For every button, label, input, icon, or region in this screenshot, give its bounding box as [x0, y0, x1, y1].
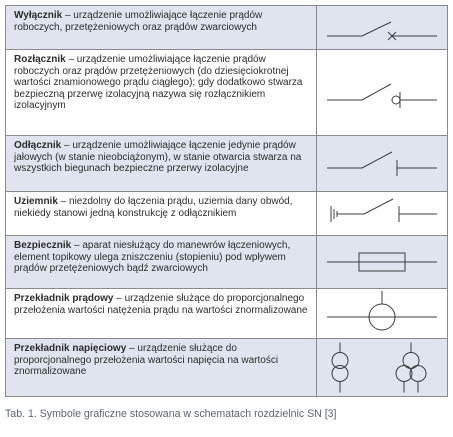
term-label: Przekładnik napięciowy: [14, 343, 127, 354]
table-row: [6, 6, 447, 50]
table-caption: Tab. 1. Symbole graficzne stosowana w schematach rozdzielnic SN [3]: [5, 408, 337, 420]
symbol-cell: [316, 50, 447, 135]
term-definition: – urządzenie służące do proporcjonalnego przełożenia wartości napięcia na wartości znormalizowane: [14, 343, 279, 378]
table-row: [6, 339, 447, 396]
row-description: [6, 236, 316, 288]
row-description: [6, 192, 316, 235]
earthing-switch-symbol-icon: [317, 192, 447, 235]
row-description: [6, 50, 316, 135]
term-definition: – urządzenie umożliwiające łączenie prądów roboczych oraz prądów przetężeniowych (do dziesięciokrotnej wartości znamionowego prądu ciągłego); gdy dodatkowo stwarza bezpieczną przerwę izolacyjną nazywa się rozłącznikiem izolacyjnym: [14, 54, 303, 112]
term-label: Bezpiecznik: [14, 240, 72, 251]
symbol-cell: [316, 339, 447, 396]
voltage-transformer-symbol-icon: [317, 339, 447, 396]
current-transformer-symbol-icon: [317, 289, 447, 338]
row-description: [6, 339, 316, 396]
table-row: [6, 289, 447, 339]
term-label: Rozłącznik: [14, 54, 66, 65]
term-definition: – urządzenie służące do proporcjonalnego przełożenia wartości natężenia prądu na wartości znormalizowane: [14, 293, 308, 316]
term-definition: – urządzenie umożliwiające łączenie prądów roboczych, przetężeniowych oraz prądów zwarciowych: [14, 10, 263, 33]
table-row: [6, 236, 447, 289]
term-definition: – niezdolny do łączenia prądu, uziemia dany obwód, niekiedy stanowi jedną konstrukcję z odłącznikiem: [14, 196, 293, 219]
circuit-breaker-symbol-icon: [317, 6, 447, 49]
term-label: Uziemnik: [14, 196, 58, 207]
symbol-cell: [316, 6, 447, 49]
row-description: [6, 6, 316, 49]
symbol-cell: [316, 236, 447, 288]
switch-disconnector-symbol-icon: [317, 50, 447, 135]
disconnector-symbol-icon: [317, 136, 447, 191]
term-label: Wyłącznik: [14, 10, 63, 21]
fuse-symbol-icon: [317, 236, 447, 288]
term-definition: – urządzenie umożliwiające łączenie jedynie prądów jałowych (w stanie nieobciążonym), w stanie otwarcia stwarza na wszystkich biegunach bezpieczne przerwy izolacyjne: [14, 140, 302, 175]
symbol-cell: [316, 289, 447, 338]
table-row: [6, 50, 447, 136]
term-label: Odłącznik: [14, 140, 62, 151]
table-row: [6, 136, 447, 192]
symbols-table: [5, 5, 448, 397]
symbol-cell: [316, 136, 447, 191]
row-description: [6, 136, 316, 191]
table-row: [6, 192, 447, 236]
term-definition: – aparat niesłużący do manewrów łączeniowych, element topikowy ulega zniszczeniu (stopieniu) pod wpływem prądów przetężeniowych bądź zwarciowych: [14, 240, 291, 275]
row-description: [6, 289, 316, 338]
symbol-cell: [316, 192, 447, 235]
term-label: Przekładnik prądowy: [14, 293, 114, 304]
